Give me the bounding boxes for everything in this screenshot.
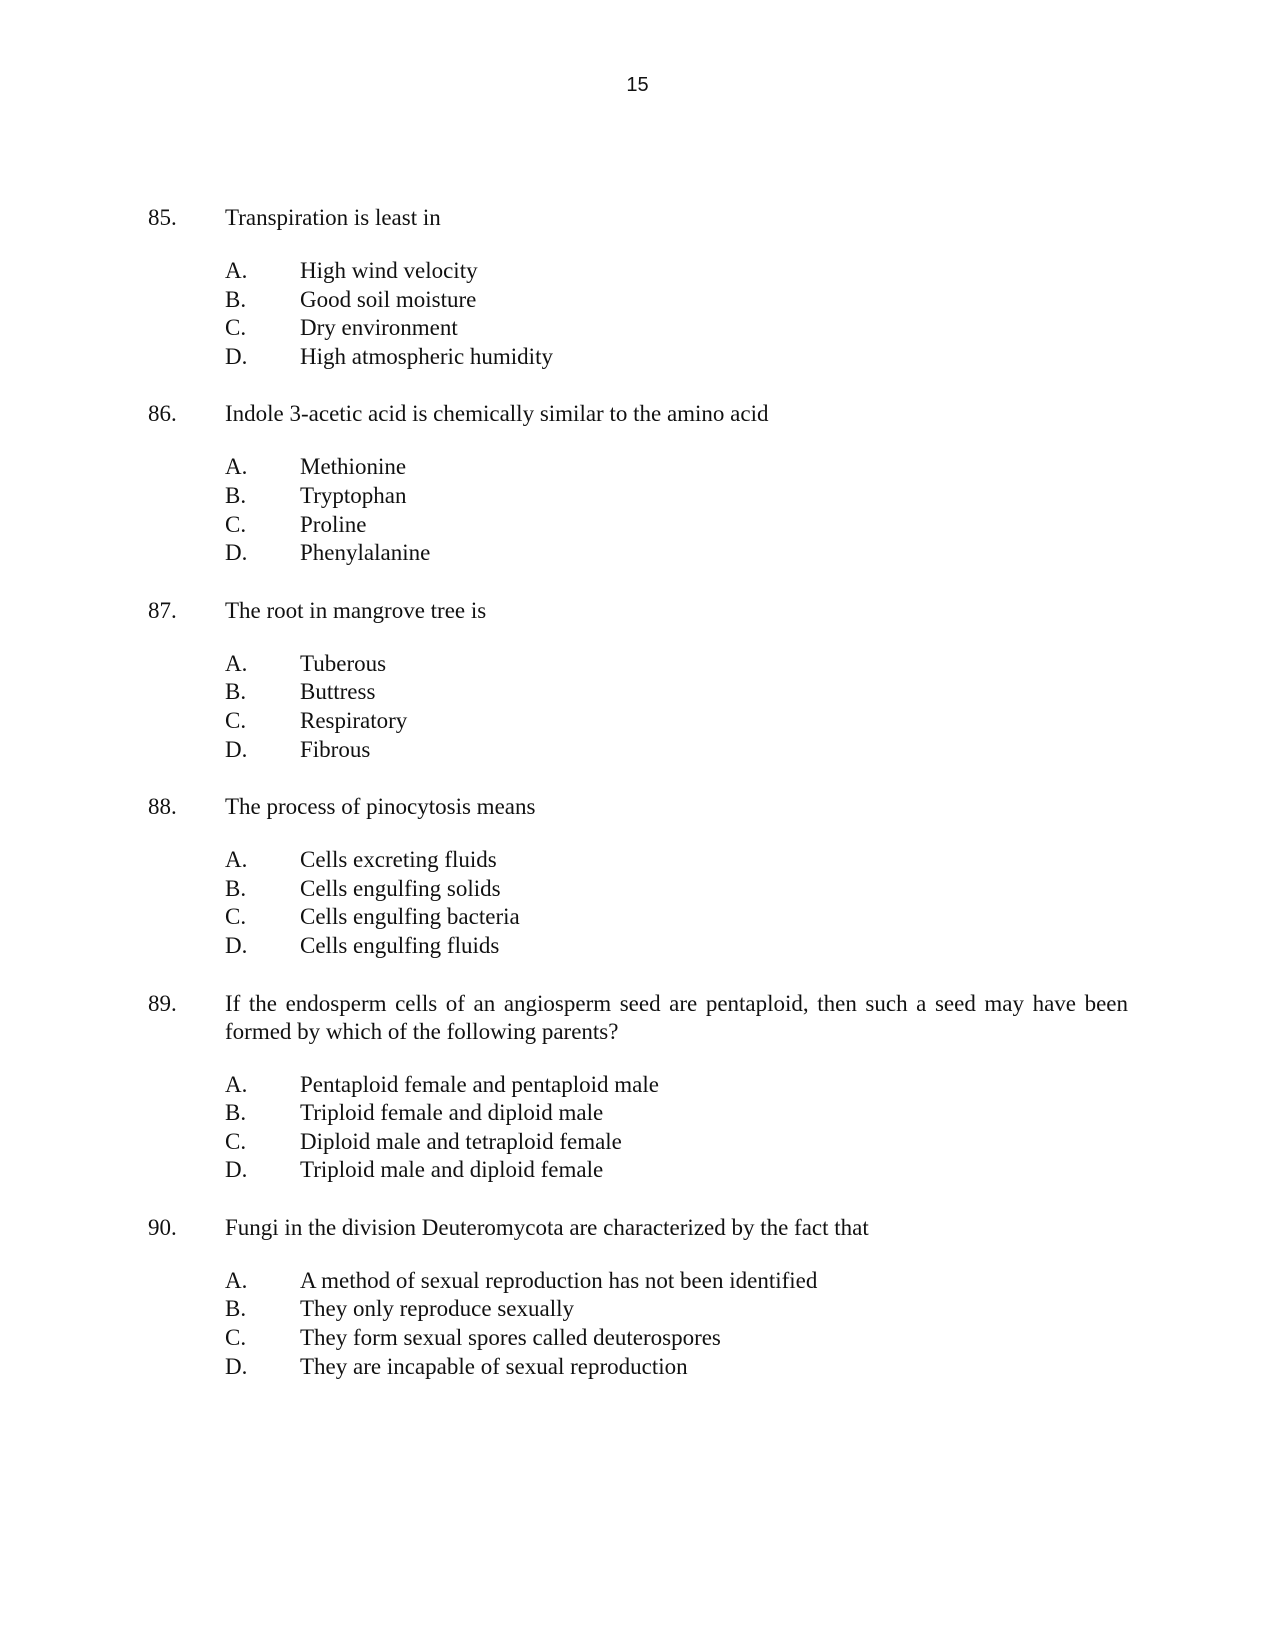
option-text: Cells engulfing fluids	[300, 932, 500, 958]
question-text: The root in mangrove tree is	[225, 597, 487, 623]
option-letter: B.	[225, 1296, 247, 1322]
option-text: Buttress	[300, 679, 376, 705]
option-text: They form sexual spores called deuterospores	[300, 1325, 721, 1351]
option-b	[225, 1099, 1128, 1128]
option-letter: D.	[225, 736, 248, 762]
option-text: Diploid male and tetraploid female	[300, 1128, 622, 1154]
option-b	[225, 286, 1128, 315]
option-letter: B.	[225, 1100, 247, 1126]
option-text: High wind velocity	[300, 258, 478, 283]
option-b	[225, 1295, 1128, 1324]
option-a	[225, 1071, 1128, 1100]
option-d	[225, 1156, 1128, 1185]
option-c	[225, 707, 1128, 736]
option-list	[148, 1071, 1128, 1185]
option-letter: A.	[225, 454, 248, 480]
option-d	[225, 539, 1128, 568]
question-89	[148, 990, 1128, 1185]
option-d	[225, 736, 1128, 765]
option-text: Pentaploid female and pentaploid male	[300, 1071, 659, 1097]
option-c	[225, 1128, 1128, 1157]
option-letter: A.	[225, 1071, 248, 1097]
option-list	[148, 257, 1128, 371]
option-letter: C.	[225, 511, 247, 537]
option-letter: A.	[225, 258, 248, 283]
option-text: Cells engulfing solids	[300, 875, 501, 901]
option-text: Triploid male and diploid female	[300, 1157, 604, 1183]
option-list	[148, 1267, 1128, 1381]
question-text: Fungi in the division Deuteromycota are characterized by the fact that	[225, 1214, 869, 1240]
option-text: Fibrous	[300, 736, 371, 762]
question-90	[148, 1214, 1128, 1381]
option-text: Phenylalanine	[300, 540, 431, 566]
option-text: Proline	[300, 511, 367, 537]
option-letter: C.	[225, 315, 247, 341]
question-85	[148, 204, 1128, 371]
option-letter: C.	[225, 1325, 247, 1351]
option-text: Cells engulfing bacteria	[300, 904, 520, 930]
option-text: Triploid female and diploid male	[300, 1100, 604, 1126]
option-b	[225, 875, 1128, 904]
option-list	[148, 453, 1128, 567]
option-d	[225, 343, 1128, 372]
option-letter: D.	[225, 343, 248, 369]
option-text: They only reproduce sexually	[300, 1296, 574, 1322]
option-text: Tuberous	[300, 650, 387, 676]
option-letter: D.	[225, 1353, 248, 1379]
option-d	[225, 1353, 1128, 1382]
option-letter: B.	[225, 482, 247, 508]
question-number: 89.	[148, 990, 177, 1016]
question-text: Indole 3-acetic acid is chemically similar to the amino acid	[225, 401, 769, 427]
option-text: Dry environment	[300, 315, 458, 341]
option-letter: D.	[225, 1157, 248, 1183]
option-text: They are incapable of sexual reproduction	[300, 1353, 688, 1379]
option-c	[225, 314, 1128, 343]
question-number: 85.	[148, 205, 177, 230]
option-c	[225, 1324, 1128, 1353]
question-number: 88.	[148, 794, 177, 820]
option-letter: B.	[225, 679, 247, 705]
option-text: Cells excreting fluids	[300, 847, 497, 873]
option-letter: A.	[225, 847, 248, 873]
option-list	[148, 650, 1128, 764]
option-d	[225, 932, 1128, 961]
option-letter: B.	[225, 875, 247, 901]
option-c	[225, 511, 1128, 540]
option-text: High atmospheric humidity	[300, 343, 553, 369]
option-text: A method of sexual reproduction has not been identified	[300, 1267, 818, 1293]
option-a	[225, 1267, 1128, 1296]
question-text: Transpiration is least in	[225, 205, 441, 230]
option-letter: D.	[225, 932, 248, 958]
option-text: Methionine	[300, 454, 407, 480]
question-number: 86.	[148, 401, 177, 427]
question-list	[148, 204, 1128, 1410]
option-letter: B.	[225, 286, 247, 312]
option-letter: C.	[225, 904, 247, 930]
question-number: 87.	[148, 597, 177, 623]
question-text: If the endosperm cells of an angiosperm seed are pentaploid, then such a seed may have been formed by which of the following parents?	[225, 990, 1128, 1044]
question-87	[148, 597, 1128, 764]
option-b	[225, 482, 1128, 511]
question-text: The process of pinocytosis means	[225, 794, 536, 820]
option-text: Good soil moisture	[300, 286, 477, 312]
option-text: Tryptophan	[300, 482, 407, 508]
option-a	[225, 257, 1128, 286]
question-88	[148, 793, 1128, 960]
option-letter: A.	[225, 1267, 248, 1293]
option-text: Respiratory	[300, 707, 408, 733]
option-a	[225, 650, 1128, 679]
option-list	[148, 846, 1128, 960]
option-a	[225, 453, 1128, 482]
question-86	[148, 400, 1128, 567]
option-letter: C.	[225, 1128, 247, 1154]
question-number: 90.	[148, 1214, 177, 1240]
option-letter: C.	[225, 707, 247, 733]
option-letter: A.	[225, 650, 248, 676]
option-letter: D.	[225, 540, 248, 566]
option-c	[225, 903, 1128, 932]
page-number: 15	[626, 74, 649, 96]
option-a	[225, 846, 1128, 875]
option-b	[225, 678, 1128, 707]
